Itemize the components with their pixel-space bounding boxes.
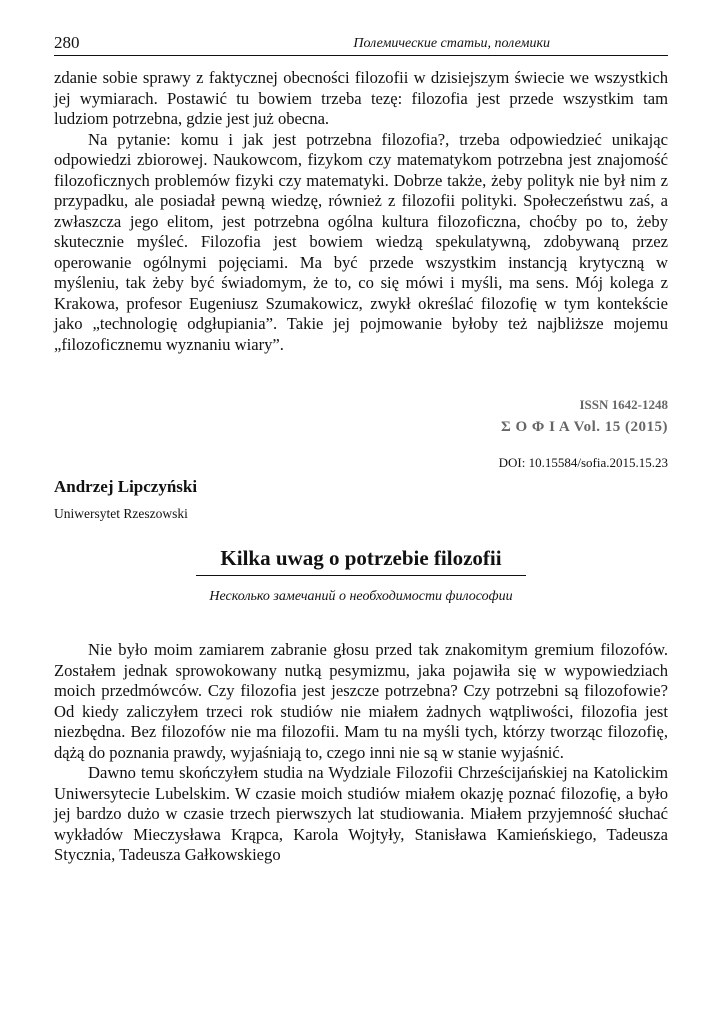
article-body [54, 640, 668, 866]
author-name: Andrzej Lipczyński [54, 477, 198, 496]
page [54, 34, 668, 866]
author-affiliation: Uniwersytet Rzeszowski [54, 506, 188, 521]
running-head: Полемические статьи, полемики [353, 36, 550, 51]
article-subtitle: Несколько замечаний о необходимости философии [209, 589, 513, 604]
paragraph: zdanie sobie sprawy z faktycznej obecności filozofii w dzisiejszym świecie we wszystkich jej wymiarach. Postawić tu bowiem trzeba tezę: filozofia jest przede wszystkim tam ludziom potrzebna, gdzie jest już obecna. [54, 68, 668, 128]
article-title-block [54, 545, 668, 576]
paragraph: Na pytanie: komu i jak jest potrzebna filozofia?, trzeba odpowiedzieć unikając odpowiedzi zbiorowej. Naukowcom, fizykom czy matematykom potrzebna jest znajomość filozoficznych problemów fizyki czy matematyki. Dobrze także, żeby polityk nie był nim z przypadku, ale posiadał pewną wiedzę, również z filozofii polityki. Społeczeństwu zaś, a zwłaszcza jego elitom, jest potrzebna ogólna kultura filozoficzna, choćby po to, żeby skutecznie myśleć. Filozofia jest bowiem wiedzą spekulatywną, zdobywaną przez operowanie ogólnymi pojęciami. Ma być przede wszystkim instancją krytyczną w myśleniu, tak żeby być świadomym, że to, co się mówi i myśli, ma sens. Mój kolega z Krakowa, profesor Eugeniusz Szumakowicz, zwykł określać filozofię w tym kontekście jako „technologię odgłupiania”. Takie jej pojmowanie byłoby też najbliższe mojemu „filozoficznemu wyznaniu wiary”. [54, 129, 668, 354]
issn: ISSN 1642-1248 [579, 397, 668, 412]
paragraph: Nie było moim zamiarem zabranie głosu przed tak znakomitym gremium filozofów. Zostałem jednak sprowokowany nutką pesymizmu, jaka pojawiła się w wypowiedziach moich przedmówców. Czy filozofia jest jeszcze potrzebna? Czy potrzebni są filozofowie? Od kiedy zaliczyłem trzeci rok studiów nie miałem żadnych wątpliwości, filozofia jest niezbędna. Bez filozofów nie ma filozofii. Mam tu na myśli tych, którzy tworząc filozofię, dążą do poznania prawdy, wyjaśniają to, czego inni nie są w stanie wyjaśnić. [54, 640, 668, 762]
paragraph: Dawno temu skończyłem studia na Wydziale Filozofii Chrześcijańskiej na Katolickim Uniwersytecie Lubelskim. W czasie moich studiów miałem okazję poznać filozofię, a było jej bardzo dużo w czasie trzech pierwszych lat studiowania. Miałem przyjemność słuchać wykładów Mieczysława Krąpca, Karola Wojtyły, Stanisława Kamieńskiego, Tadeusza Stycznia, Tadeusza Gałkowskiego [54, 763, 668, 864]
page-number: 280 [54, 33, 80, 52]
previous-article-end [54, 68, 668, 355]
journal-volume: Σ Ο Φ Ι Α Vol. 15 (2015) [500, 419, 668, 435]
article-title: Kilka uwag o potrzebie filozofii [196, 545, 525, 576]
doi: DOI: 10.15584/sofia.2015.15.23 [498, 455, 668, 470]
page-header [54, 34, 668, 56]
journal-meta [54, 397, 668, 471]
